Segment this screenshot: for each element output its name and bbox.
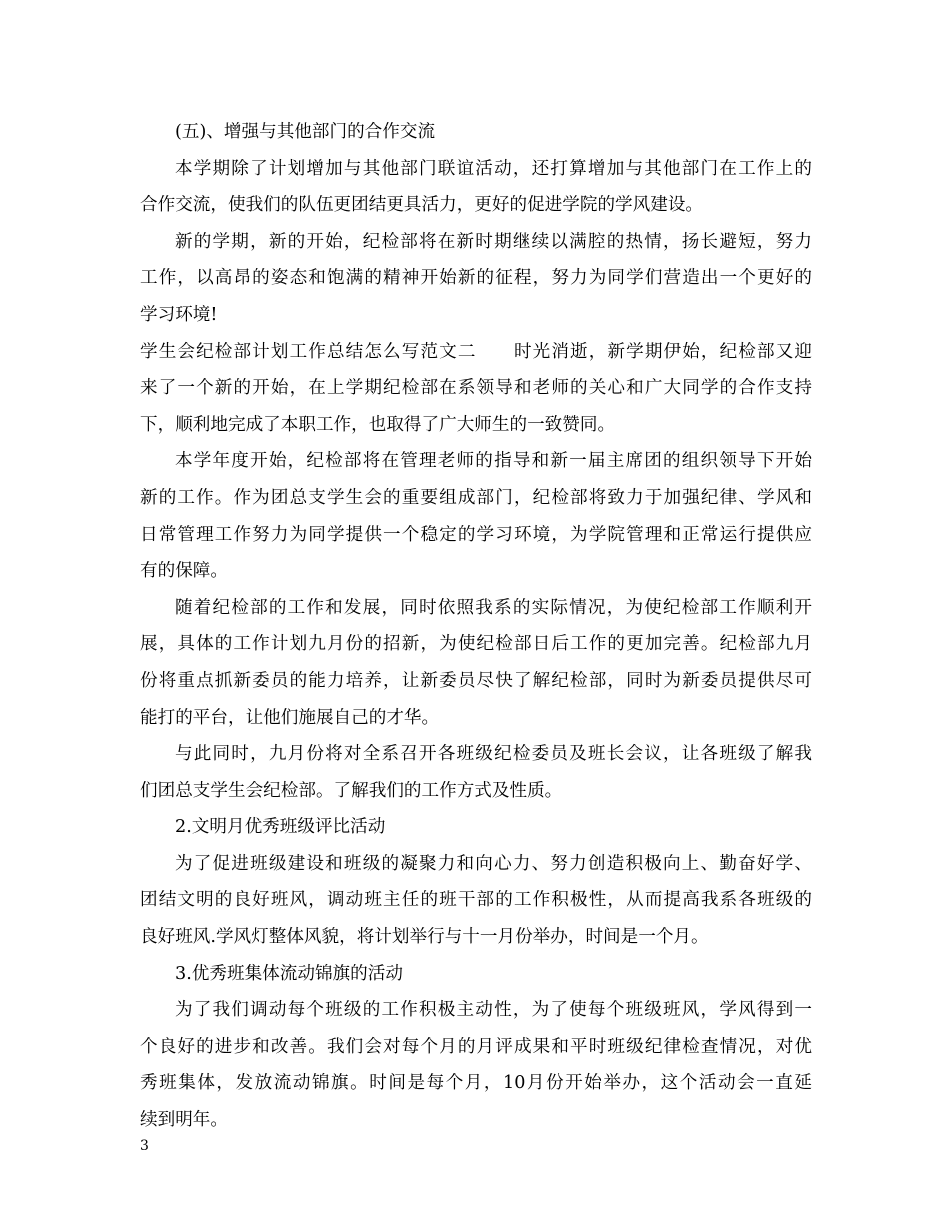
paragraph-line: 秀班集体，发放流动锦旗。时间是每个月，10月份开始举办，这个活动会一直延: [140, 1073, 812, 1094]
section-heading: (五)、增强与其他部门的合作交流: [175, 122, 436, 142]
paragraph-line: 本学年度开始，纪检部将在管理老师的指导和新一届主席团的组织领导下开始: [175, 451, 812, 472]
paragraph-line: 份将重点抓新委员的能力培养，让新委员尽快了解纪检部，同时为新委员提供尽可: [140, 670, 812, 691]
section-heading: 3.优秀班集体流动锦旗的活动: [175, 963, 403, 984]
page-number: 3: [140, 1138, 149, 1154]
paragraph-line: 学习环境!: [140, 304, 218, 325]
paragraph-line: 学生会纪检部计划工作总结怎么写范文二 时光消逝，新学期伊始，纪检部又迎: [140, 341, 812, 362]
paragraph-line: 新的工作。作为团总支学生会的重要组成部门，纪检部将致力于加强纪律、学风和: [140, 487, 812, 508]
paragraph-line: 为了促进班级建设和班级的凝聚力和向心力、努力创造积极向上、勤奋好学、: [175, 853, 812, 874]
paragraph-line: 合作交流，使我们的队伍更团结更具活力，更好的促进学院的学风建设。: [140, 195, 704, 216]
section-heading: 2.文明月优秀班级评比活动: [175, 817, 386, 838]
paragraph-line: 随着纪检部的工作和发展，同时依照我系的实际情况，为使纪检部工作顺利开: [175, 597, 812, 618]
paragraph-line: 为了我们调动每个班级的工作积极主动性，为了使每个班级班风，学风得到一: [175, 1000, 812, 1021]
paragraph-line: 新的学期，新的开始，纪检部将在新时期继续以满腔的热情，扬长避短，努力: [175, 231, 812, 252]
paragraph-line: 们团总支学生会纪检部。了解我们的工作方式及性质。: [140, 780, 563, 801]
paragraph-line: 来了一个新的开始，在上学期纪检部在系领导和老师的关心和广大同学的合作支持: [140, 378, 812, 399]
paragraph-line: 下，顺利地完成了本职工作，也取得了广大师生的一致赞同。: [140, 414, 616, 435]
paragraph-line: 有的保障。: [140, 561, 228, 582]
paragraph-line: 与此同时，九月份将对全系召开各班级纪检委员及班长会议，让各班级了解我: [175, 744, 812, 765]
document-body: [140, 114, 812, 1139]
paragraph-line: 能打的平台，让他们施展自己的才华。: [140, 707, 440, 728]
paragraph-line: 展，具体的工作计划九月份的招新，为使纪检部日后工作的更加完善。纪检部九月: [140, 634, 812, 655]
paragraph-line: 续到明年。: [140, 1110, 228, 1131]
paragraph-line: 良好班风.学风灯整体风貌，将计划举行与十一月份举办，时间是一个月。: [140, 927, 709, 948]
paragraph-line: 个良好的进步和改善。我们会对每个月的月评成果和平时班级纪律检查情况，对优: [140, 1036, 812, 1057]
paragraph-line: 本学期除了计划增加与其他部门联谊活动，还打算增加与其他部门在工作上的: [175, 158, 812, 179]
paragraph-line: 日常管理工作努力为同学提供一个稳定的学习环境，为学院管理和正常运行提供应: [140, 524, 812, 545]
paragraph-line: 团结文明的良好班风，调动班主任的班干部的工作积极性，从而提高我系各班级的: [140, 890, 812, 911]
paragraph-line: 工作，以高昂的姿态和饱满的精神开始新的征程，努力为同学们营造出一个更好的: [140, 268, 812, 289]
